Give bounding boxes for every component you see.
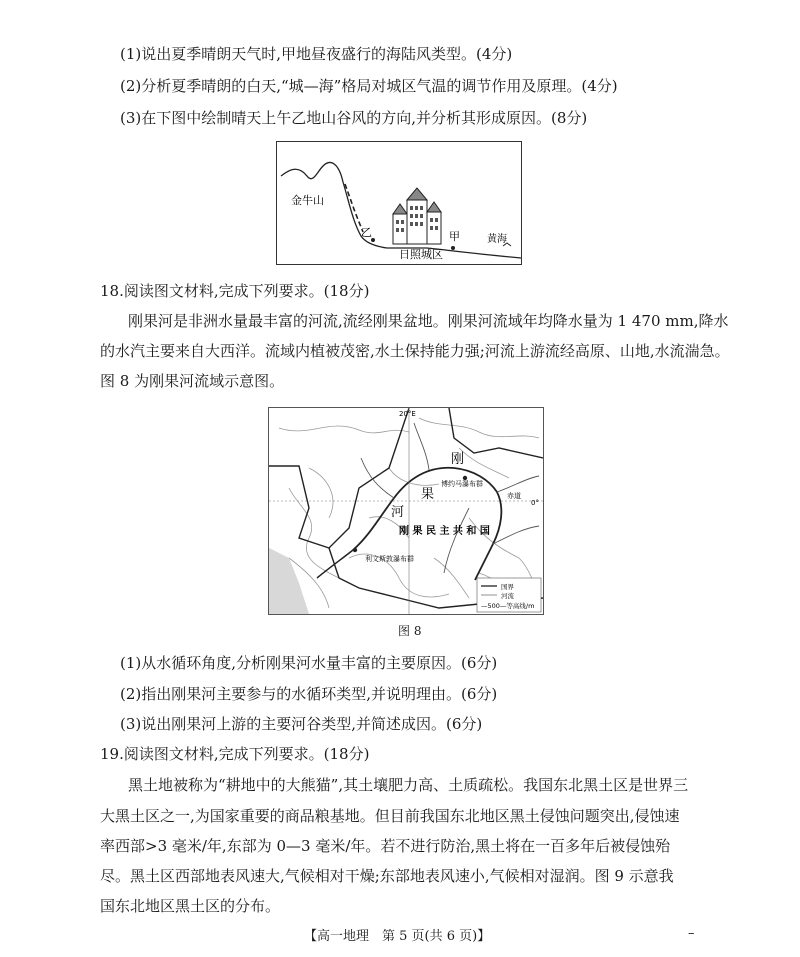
point-jia-marker xyxy=(451,246,455,250)
point-jia-label: 甲 xyxy=(449,230,460,243)
q17-item-3: (3)在下图中绘制晴天上午乙地山谷风的方向,并分析其形成原因。(8分) xyxy=(120,109,588,127)
congo-basin-map xyxy=(268,407,544,615)
q19-line-2: 大黑土区之一,为国家重要的商品粮基地。但目前我国东北地区黑土侵蚀问题突出,侵蚀速 xyxy=(100,807,680,825)
livingstone-falls-label: 利文斯敦瀑布群 xyxy=(365,555,414,563)
q17-item-2: (2)分析夏季晴朗的白天,“城—海”格局对城区气温的调节作用及原理。(4分) xyxy=(120,77,618,95)
q18-title: 18.阅读图文材料,完成下列要求。(18分) xyxy=(100,282,370,300)
q18-line-2: 的水汽主要来自大西洋。流域内植被茂密,水土保持能力强;河流上游流经高原、山地,水流湍急。 xyxy=(100,342,730,360)
q18-item-1: (1)从水循环角度,分析刚果河水量丰富的主要原因。(6分) xyxy=(120,654,498,672)
q17-item-1: (1)说出夏季晴朗天气时,甲地昼夜盛行的海陆风类型。(4分) xyxy=(120,45,513,63)
sea-label: 黄海 xyxy=(487,234,507,245)
mountain-label: 金牛山 xyxy=(291,194,324,207)
city-label: 日照城区 xyxy=(399,248,443,261)
legend-border: 国界 xyxy=(501,583,514,591)
cross-section-figure xyxy=(276,141,522,265)
country-label: 刚 果 民 主 共 和 国 xyxy=(399,526,490,537)
boyoma-falls-label: 博约马瀑布群 xyxy=(441,480,483,488)
equator-label: 赤道 xyxy=(507,492,521,500)
slope-dash-line xyxy=(345,184,363,232)
livingstone-falls-marker xyxy=(353,548,357,552)
river-char-3: 河 xyxy=(391,505,405,520)
equator-degree-label: 0° xyxy=(531,499,539,507)
q19-title: 19.阅读图文材料,完成下列要求。(18分) xyxy=(100,745,370,763)
q19-line-3: 率西部>3 毫米/年,东部为 0—3 毫米/年。若不进行防治,黑土将在一百多年后被侵蚀殆 xyxy=(100,837,671,855)
legend-river: 河流 xyxy=(501,592,514,600)
q19-line-4: 尽。黑土区西部地表风速大,气候相对干燥;东部地表风速小,气候相对湿润。图 9 示意我 xyxy=(100,867,674,885)
page-footer: 【高一地理 第 5 页(共 6 页)】 xyxy=(304,929,491,944)
map-legend xyxy=(477,578,541,612)
river-char-2: 果 xyxy=(421,487,435,502)
legend-contour: —500—等高线/m xyxy=(481,602,535,610)
meridian-label: 20°E xyxy=(399,410,416,418)
q19-line-5: 国东北地区黑土区的分布。 xyxy=(100,897,281,915)
q18-line-3: 图 8 为刚果河流域示意图。 xyxy=(100,372,285,390)
q18-item-2: (2)指出刚果河主要参与的水循环类型,并说明理由。(6分) xyxy=(120,685,498,703)
point-yi-label: 乙 xyxy=(361,226,372,239)
figure-8-caption: 图 8 xyxy=(398,624,422,638)
city-buildings-icon xyxy=(393,188,441,244)
river-char-1: 刚 xyxy=(451,452,465,467)
q18-line-1: 刚果河是非洲水量最丰富的河流,流经刚果盆地。刚果河流域年均降水量为 1 470 mm,降水 xyxy=(128,312,729,330)
q19-line-1: 黑土地被称为“耕地中的大熊猫”,其土壤肥力高、土质疏松。我国东北黑土区是世界三 xyxy=(128,776,689,794)
q18-item-3: (3)说出刚果河上游的主要河谷类型,并简述成因。(6分) xyxy=(120,715,483,733)
corner-mark: – xyxy=(688,926,695,941)
atlantic-ocean-area xyxy=(269,548,309,614)
